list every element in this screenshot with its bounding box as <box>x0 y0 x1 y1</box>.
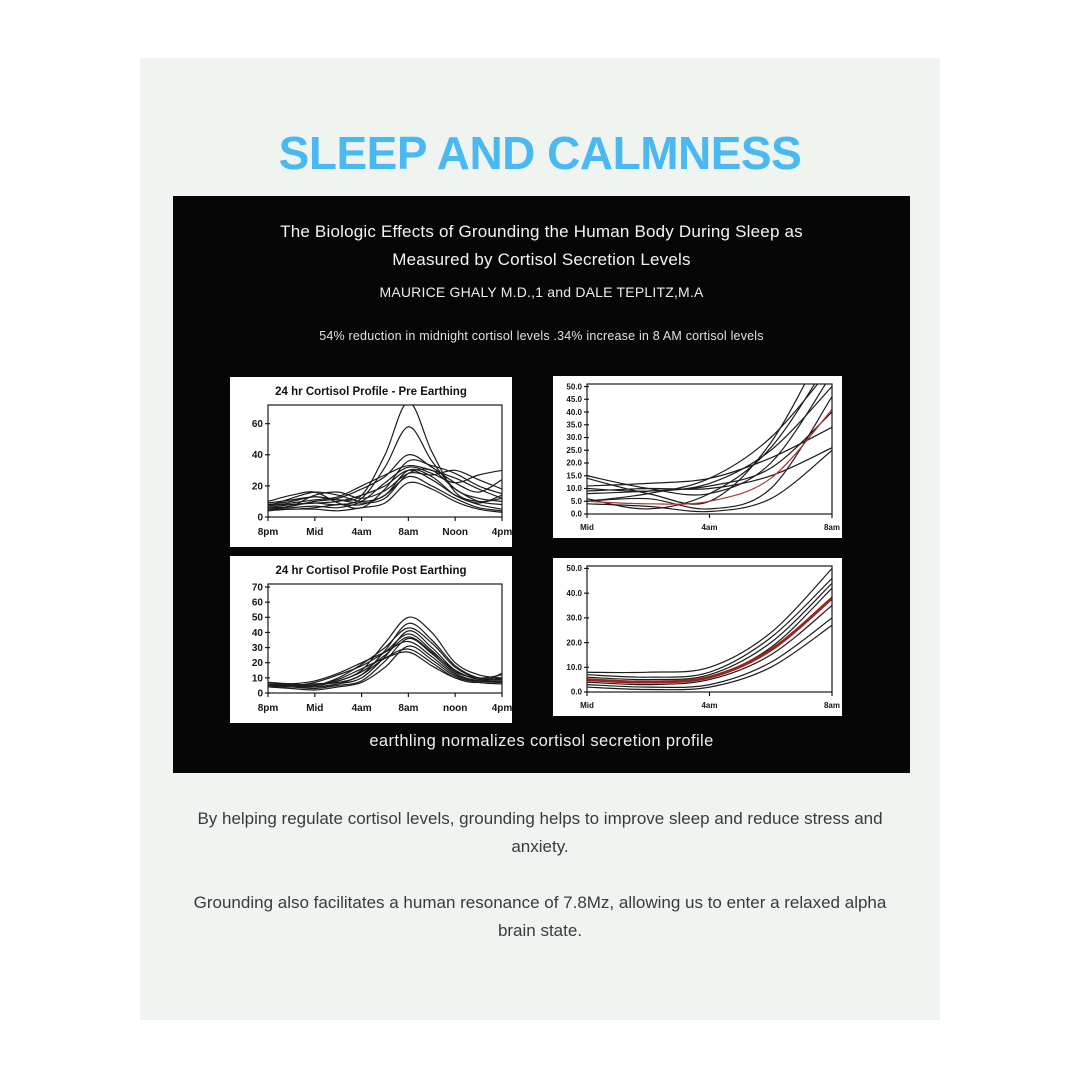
svg-text:20.0: 20.0 <box>566 638 582 648</box>
body-paragraph-2: Grounding also facilitates a human resonance of 7.8Mz, allowing us to enter a relaxed alpha brain state. <box>193 893 887 940</box>
svg-text:Mid: Mid <box>580 523 594 532</box>
svg-text:60: 60 <box>251 419 263 431</box>
svg-text:20.0: 20.0 <box>566 458 582 468</box>
svg-text:15.0: 15.0 <box>566 471 582 481</box>
svg-text:24 hr Cortisol Profile Post Ea: 24 hr Cortisol Profile Post Earthing <box>275 565 467 577</box>
svg-text:40.0: 40.0 <box>566 407 582 417</box>
svg-text:8am: 8am <box>398 703 419 714</box>
svg-text:8am: 8am <box>398 527 419 538</box>
svg-text:40: 40 <box>251 627 263 639</box>
svg-text:Mid: Mid <box>580 701 594 710</box>
svg-text:40: 40 <box>251 450 263 462</box>
svg-text:4pm: 4pm <box>491 527 512 538</box>
svg-text:8pm: 8pm <box>257 703 279 714</box>
page-title: SLEEP AND CALMNESS <box>278 127 802 179</box>
svg-text:4pm: 4pm <box>491 703 512 714</box>
study-heading-line2: Measured by Cortisol Secretion Levels <box>392 250 691 269</box>
svg-text:0.0: 0.0 <box>570 509 582 519</box>
svg-text:4am: 4am <box>351 703 372 714</box>
svg-text:50: 50 <box>251 612 263 624</box>
svg-text:35.0: 35.0 <box>566 420 582 430</box>
svg-text:noon: noon <box>442 703 468 714</box>
chart-post-earthing-night-rise <box>553 558 842 716</box>
svg-text:50.0: 50.0 <box>566 564 582 574</box>
svg-text:10.0: 10.0 <box>566 484 582 494</box>
svg-text:4am: 4am <box>351 527 372 538</box>
svg-text:4am: 4am <box>701 701 718 710</box>
svg-text:5.0: 5.0 <box>570 496 582 506</box>
svg-text:25.0: 25.0 <box>566 445 582 455</box>
panel-caption: earthling normalizes cortisol secretion profile <box>369 732 714 750</box>
svg-text:20: 20 <box>251 481 263 493</box>
chart-pre-earthing-night-rise <box>553 376 842 538</box>
study-heading <box>173 218 910 274</box>
study-stats: 54% reduction in midnight cortisol levels .34% increase in 8 AM cortisol levels <box>319 329 764 343</box>
svg-text:20: 20 <box>251 658 263 670</box>
svg-text:10: 10 <box>251 673 263 685</box>
svg-text:8pm: 8pm <box>257 527 279 538</box>
study-panel <box>173 196 910 773</box>
svg-text:30.0: 30.0 <box>566 613 582 623</box>
svg-text:8am: 8am <box>823 523 841 532</box>
svg-text:8am: 8am <box>823 701 841 710</box>
chart-pre-earthing-24h <box>230 377 512 547</box>
svg-text:0: 0 <box>257 512 263 524</box>
infographic-card <box>140 58 940 1020</box>
svg-text:30: 30 <box>251 642 263 654</box>
svg-text:Mid: Mid <box>306 527 324 538</box>
svg-text:10.0: 10.0 <box>566 663 582 673</box>
svg-text:0.0: 0.0 <box>570 687 582 697</box>
svg-text:4am: 4am <box>701 523 718 532</box>
chart-post-earthing-24h <box>230 556 512 723</box>
svg-text:0: 0 <box>257 688 263 700</box>
study-heading-line1: The Biologic Effects of Grounding the Human Body During Sleep as <box>280 222 803 241</box>
svg-text:24 hr Cortisol Profile - Pre E: 24 hr Cortisol Profile - Pre Earthing <box>275 386 467 398</box>
study-authors: MAURICE GHALY M.D.,1 and DALE TEPLITZ,M.A <box>379 284 704 300</box>
svg-text:50.0: 50.0 <box>566 382 582 392</box>
svg-text:45.0: 45.0 <box>566 395 582 405</box>
svg-text:Mid: Mid <box>306 703 324 714</box>
svg-text:40.0: 40.0 <box>566 588 582 598</box>
svg-text:60: 60 <box>251 597 263 609</box>
svg-text:Noon: Noon <box>442 527 468 538</box>
svg-text:70: 70 <box>251 582 263 594</box>
svg-text:30.0: 30.0 <box>566 433 582 443</box>
body-paragraph-1: By helping regulate cortisol levels, grounding helps to improve sleep and reduce stress and anxiety. <box>197 809 883 856</box>
